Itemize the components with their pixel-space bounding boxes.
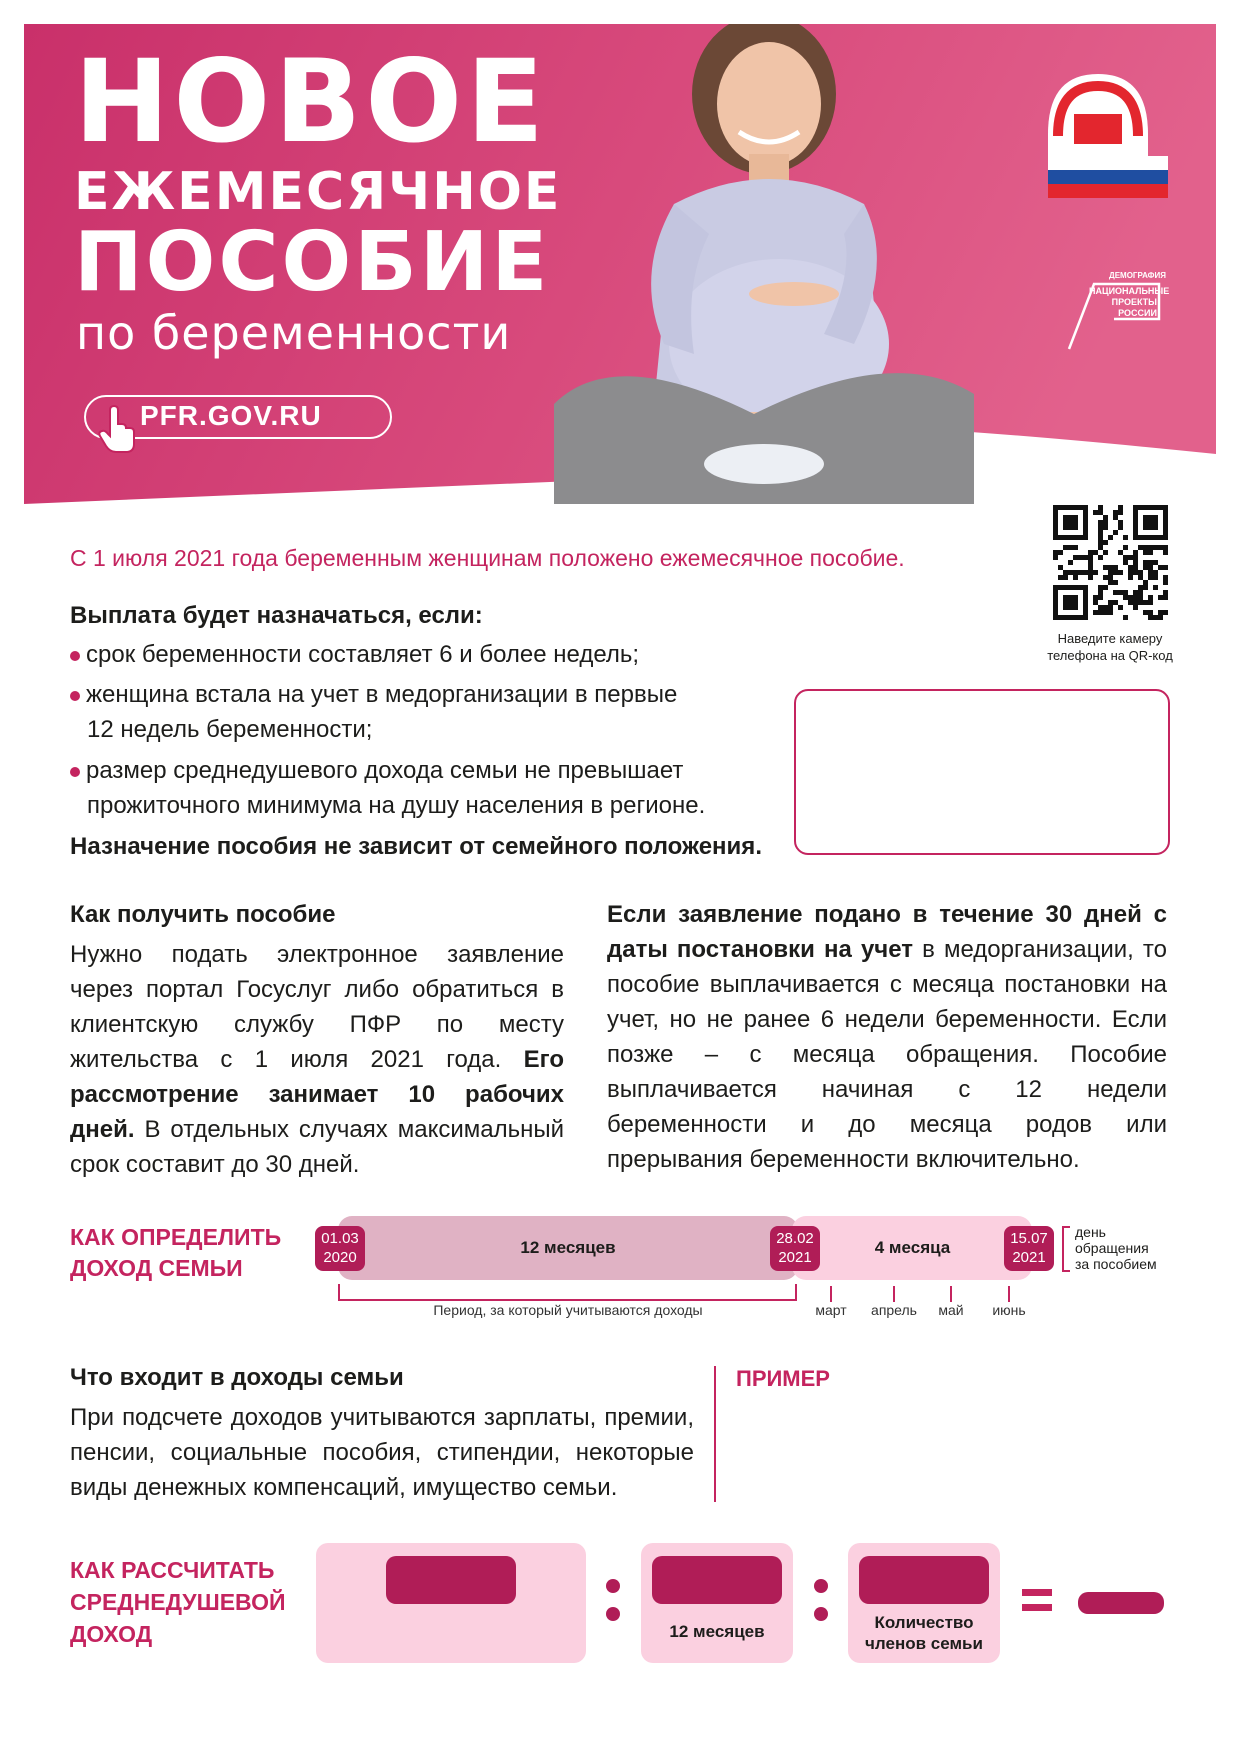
family-members-field xyxy=(859,1556,989,1604)
qr-caption xyxy=(1025,630,1195,664)
condition-item xyxy=(70,677,677,747)
formula-heading-line-2: СРЕДНЕДУШЕВОЙ xyxy=(70,1589,286,1615)
natproj-line-1: НАЦИОНАЛЬНЫЕ xyxy=(1089,286,1170,296)
mid-date-day: 28.02 xyxy=(776,1230,814,1247)
qr-caption-line-1: Наведите камеру xyxy=(1057,631,1163,646)
timeline-heading-line-2: ДОХОД СЕМЬИ xyxy=(70,1255,243,1281)
bullet-icon xyxy=(70,691,80,701)
condition-item xyxy=(70,753,705,823)
how-to-text xyxy=(70,937,564,1182)
month-tick xyxy=(893,1286,895,1302)
timeline-heading xyxy=(70,1222,281,1284)
result-field xyxy=(1078,1592,1164,1614)
end-date-badge xyxy=(1004,1226,1054,1271)
formula-heading xyxy=(70,1554,286,1650)
income-text: При подсчете доходов учитываются зарплаты, премии, пенсии, социальные пособия, стипендии, некоторые виды денежных компенсаций, имущество семьи. xyxy=(70,1404,694,1501)
family-members-line-1: Количество xyxy=(874,1613,974,1632)
condition-3-line-2: прожиточного минимума на душу населения в регионе. xyxy=(87,792,706,819)
condition-2-line-1: женщина встала на учет в медорганизации в первые xyxy=(86,681,678,708)
bullet-icon xyxy=(70,767,80,777)
mid-date-year: 2021 xyxy=(778,1249,812,1266)
month-label: май xyxy=(938,1302,964,1318)
pfr-logo xyxy=(1028,64,1168,204)
income-heading: Что входит в доходы семьи xyxy=(70,1364,404,1391)
start-date-badge xyxy=(315,1226,365,1271)
period-bracket xyxy=(338,1284,798,1302)
how-to-p1: Нужно подать электронное заявление через портал Госуслуг либо обратиться в клиентскую службу ПФР по месту жительства с 1 июля 2021 года. xyxy=(70,941,564,1073)
example-divider xyxy=(714,1366,716,1502)
formula-heading-line-3: ДОХОД xyxy=(70,1621,153,1647)
income-total-field xyxy=(386,1556,516,1604)
divide-dot xyxy=(606,1579,620,1593)
application-day-note xyxy=(1075,1224,1157,1272)
natproj-line-3: РОССИИ xyxy=(1118,308,1157,318)
if-applied-bold: Если заявление подано в течение 30 дней с даты постановки на учет xyxy=(607,901,1167,963)
months-field xyxy=(652,1556,782,1604)
national-projects-logo xyxy=(1054,259,1170,354)
condition-item xyxy=(70,637,639,672)
blank-info-frame xyxy=(794,689,1170,855)
title-line-2: ЕЖЕМЕСЯЧНОЕ xyxy=(74,162,562,222)
natproj-top: ДЕМОГРАФИЯ xyxy=(1109,271,1166,280)
note-line-2: обращения xyxy=(1075,1240,1149,1256)
month-label: апрель xyxy=(871,1302,917,1318)
intro-text: С 1 июля 2021 года беременным женщинам положено ежемесячное пособие. xyxy=(70,545,905,571)
if-applied-text xyxy=(607,897,1167,1177)
period-12-label: 12 месяцев xyxy=(520,1238,616,1257)
month-tick xyxy=(950,1286,952,1302)
website-url[interactable]: PFR.GOV.RU xyxy=(140,400,322,431)
note-bracket xyxy=(1060,1226,1072,1272)
if-applied-body: в медорганизации, то пособие выплачивается с месяца постановки на учет, но не ранее 6 недели беременности. Если позже – с месяца обращения. Пособие выплачивается начиная с 12 недели беременности и до месяца родов или прерывания беременности включительно. xyxy=(607,936,1167,1173)
note-line-1: день xyxy=(1075,1224,1106,1240)
end-date-day: 15.07 xyxy=(1010,1230,1048,1247)
family-members-line-2: членов семьи xyxy=(865,1634,983,1653)
month-label: июнь xyxy=(992,1302,1026,1318)
period-caption: Период, за который учитываются доходы xyxy=(433,1302,703,1318)
how-to-p2: В отдельных случаях максимальный срок составит до 30 дней. xyxy=(70,1116,565,1178)
example-label: ПРИМЕР xyxy=(736,1366,830,1391)
month-tick xyxy=(830,1286,832,1302)
start-date-day: 01.03 xyxy=(321,1230,359,1247)
mid-date-badge xyxy=(770,1226,820,1271)
family-members-label xyxy=(848,1612,1000,1654)
how-to-p1-bold: Его рассмотрение занимает 10 рабочих дней. xyxy=(70,1046,565,1143)
divide-dot xyxy=(814,1579,828,1593)
end-date-year: 2021 xyxy=(1012,1249,1046,1266)
note-line-3: за пособием xyxy=(1075,1256,1157,1272)
bullet-icon xyxy=(70,651,80,661)
condition-3-line-1: размер среднедушевого дохода семьи не превышает xyxy=(86,757,684,784)
natproj-line-2: ПРОЕКТЫ xyxy=(1111,297,1157,307)
divide-dot xyxy=(814,1607,828,1621)
timeline-heading-line-1: КАК ОПРЕДЕЛИТЬ xyxy=(70,1224,282,1250)
month-label: март xyxy=(815,1302,847,1318)
start-date-year: 2020 xyxy=(323,1249,357,1266)
conditions-heading: Выплата будет назначаться, если: xyxy=(70,602,483,629)
pointer-hand-icon xyxy=(96,404,140,459)
conditions-note: Назначение пособия не зависит от семейного положения. xyxy=(70,833,762,860)
equals-bar xyxy=(1022,1604,1052,1611)
natproj-text xyxy=(1089,286,1170,319)
pregnant-woman-illustration xyxy=(554,24,974,504)
months-label: 12 месяцев xyxy=(669,1622,765,1641)
condition-2-line-2: 12 недель беременности; xyxy=(87,716,373,743)
title-line-3: ПОСОБИЕ xyxy=(74,215,551,310)
period-4-label: 4 месяца xyxy=(874,1238,951,1257)
month-tick xyxy=(1008,1286,1010,1302)
how-to-heading: Как получить пособие xyxy=(70,901,336,928)
divide-dot xyxy=(606,1607,620,1621)
qr-code[interactable] xyxy=(1053,505,1168,620)
title-line-4: по беременности xyxy=(76,306,512,360)
formula-heading-line-1: КАК РАССЧИТАТЬ xyxy=(70,1557,275,1583)
title-line-1: НОВОЕ xyxy=(74,35,548,168)
equals-bar xyxy=(1022,1589,1052,1596)
qr-caption-line-2: телефона на QR-код xyxy=(1047,648,1173,663)
condition-1-line-1: срок беременности составляет 6 и более недель; xyxy=(86,641,640,668)
